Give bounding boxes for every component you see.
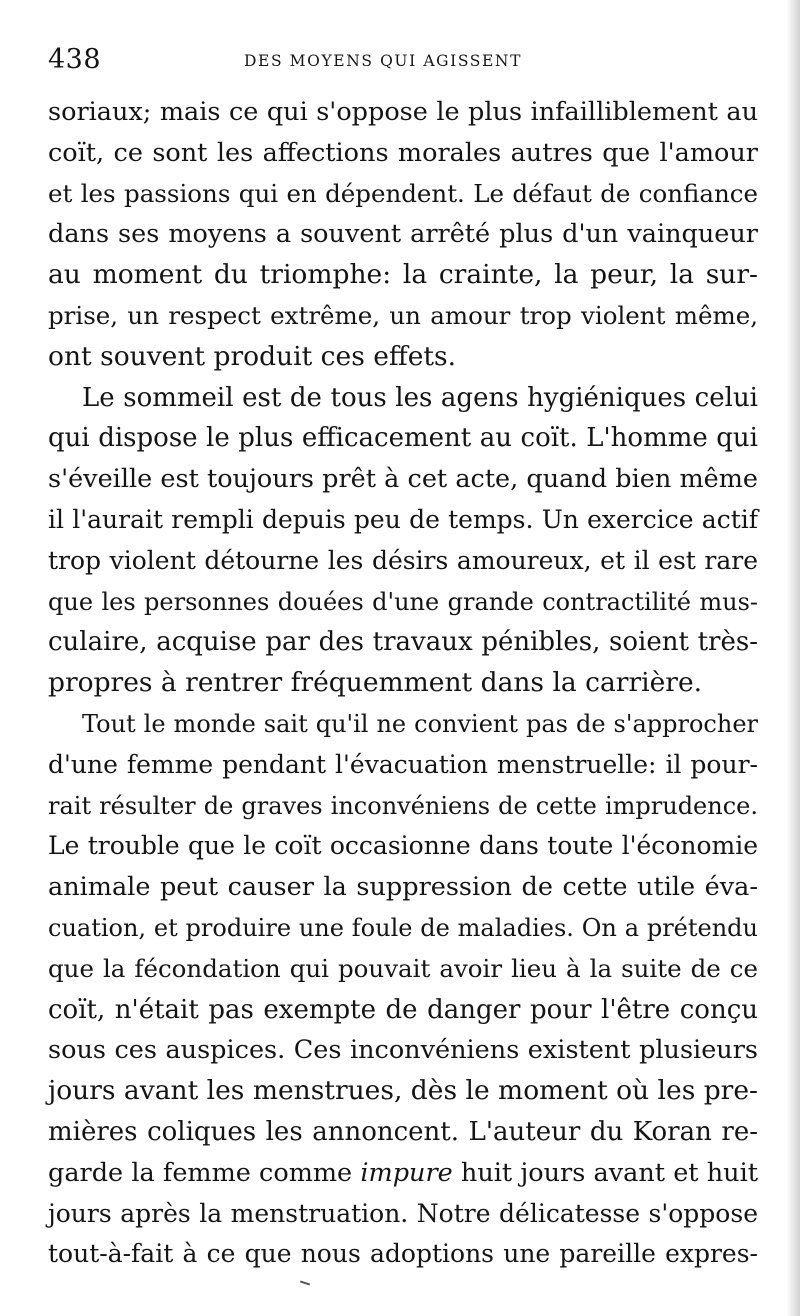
- text-line: que les personnes douées d'une grande contractilité mus-: [48, 587, 758, 616]
- text-line: et les passions qui en dépendent. Le défaut de confiance: [48, 178, 758, 208]
- page-number: 438: [48, 44, 102, 75]
- running-head: [48, 40, 758, 92]
- text-line: dans ses moyens a souvent arrêté plus d'un vainqueur: [48, 219, 758, 250]
- text-line: au moment du triomphe: la crainte, la peur, la sur-: [48, 259, 758, 291]
- text-line: ont souvent produit ces effets.: [48, 340, 457, 372]
- text-line: sous ces auspices. Ces inconvéniens existent plusieurs: [48, 1035, 758, 1066]
- page-edge-shadow: [786, 0, 800, 1316]
- text-line: soriaux; mais ce qui s'oppose le plus infailliblement au: [48, 97, 758, 127]
- text-line: jours après la menstruation. Notre délicatesse s'oppose: [48, 1198, 758, 1228]
- text-line: que la fécondation qui pouvait avoir lieu à la suite de ce: [48, 953, 758, 983]
- text-line: coït, n'était pas exempte de danger pour l'être conçu: [48, 994, 758, 1025]
- text-line: s'éveille est toujours prêt à cet acte, quand bien même: [48, 464, 758, 495]
- text-line: jours avant les menstrues, dès le moment où les pre-: [48, 1075, 758, 1107]
- print-mark: [300, 1281, 310, 1286]
- text-line: Le trouble que le coït occasionne dans toute l'économie: [48, 831, 758, 861]
- text-line: qui dispose le plus efficacement au coït. L'homme qui: [48, 423, 758, 454]
- text-line: cuation, et produire une foule de maladies. On a prétendu: [48, 913, 758, 942]
- text-line: propres à rentrer fréquemment dans la carrière.: [48, 667, 703, 699]
- text-line: prise, un respect extrême, un amour trop violent même,: [48, 300, 758, 330]
- text-line: culaire, acquise par des travaux pénibles, soient très-: [48, 627, 758, 658]
- text-line: rait résulter de graves inconvéniens de cette imprudence.: [48, 791, 758, 820]
- body-text: [48, 92, 758, 1275]
- running-title: DES MOYENS QUI AGISSENT: [244, 52, 523, 70]
- text-line: trop violent détourne les désirs amoureux, et il est rare: [48, 545, 758, 575]
- text-line: mières coliques les annoncent. L'auteur du Koran re-: [48, 1116, 758, 1147]
- emphasized-word: impure: [360, 1157, 453, 1188]
- text-line: tout-à-fait à ce que nous adoptions une pareille expres-: [48, 1239, 758, 1269]
- text-line: animale peut causer la suppression de cette utile éva-: [48, 872, 758, 903]
- text-line: d'une femme pendant l'évacuation menstruelle: il pour-: [48, 749, 758, 779]
- text-line: Tout le monde sait qu'il ne convient pas de s'approcher: [82, 709, 758, 738]
- text-line: il l'aurait rempli depuis peu de temps. Un exercice actif: [48, 504, 758, 534]
- text-line: coït, ce sont les affections morales autres que l'amour: [48, 137, 758, 168]
- text-line: Le sommeil est de tous les agens hygiéniques celui: [82, 382, 758, 413]
- text-line: garde la femme comme impure huit jours avant et huit: [48, 1157, 758, 1188]
